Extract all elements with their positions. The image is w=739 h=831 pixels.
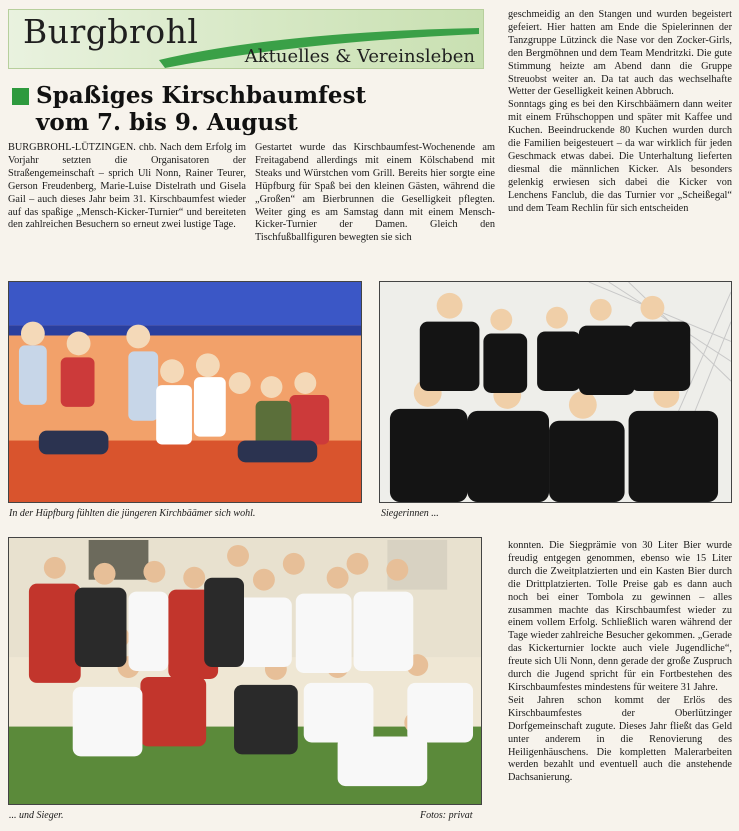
article-paragraph: geschmeidig an den Stangen und wurden begeistert gefeiert. Hier hatten am Ende die Spielerinnen der Tanzgruppe Lützinck die Nase vor den Zocker-Girls, den Bergmöhnen und dem Team Mendritzki. Die gute Stimmung heizte am Abend dann die Gruppe Streuobst weiter an. Da tat auch das wechselhafte Wetter der Geselligkeit keinen Abbruch.: [508, 9, 732, 98]
headline-line-2: vom 7. bis 9. August: [36, 109, 298, 136]
article-paragraph: konnten. Die Siegprämie von 30 Liter Bier wurde freudig entgegen genommen, ebenso wie 15 Liter durch die Zweitplatzierten und ein Kasten Bier durch die Drittplatzierten. Tolle Preise gab es dann auch noch bei einer Tombola zu gewinnen – alles zusammen machte das Kirschbaumfest wieder zu einem vollem Erfolg. Schließlich waren während der Tage wieder zahlreiche Besucher gekommen. „Gerade das Kickerturnier lockte auch viele Jugendliche“, freute sich Uli Nonn, denn gerade der große Zuspruch durch die Jugend spricht für ein Fortbestehen des Kirschbaumfestes mindestens für weitere 31 Jahre.: [508, 540, 732, 693]
article-paragraph: Sonntags ging es bei den Kirschbäämern dann weiter mit einem Frühschoppen und später mit Kaffee und Kuchen. Beeindruckende 80 Kuchen wurden durch die Familien beigesteuert – da war wirklich für jeden Geschmack etwas dabei. Die Unterhaltung lieferten diesmal die männlichen Kicker. Als besonders gelenkig erwiesen sich dabei die Kicker von Lenchens Fanclub, die das Turnier vor „Scheißegal“ und dem Team Rechlin für sich entscheiden: [508, 99, 732, 214]
headline-line-1: Spaßiges Kirschbaumfest: [36, 82, 367, 109]
caption-photo-1: In der Hüpfburg fühlten die jüngeren Kirchbäämer sich wohl.: [9, 508, 256, 519]
caption-photo-2: Siegerinnen ...: [381, 508, 439, 519]
photo-men-winners: [8, 537, 482, 805]
article-column-2: [255, 142, 495, 245]
article-paragraph: Gestartet wurde das Kirschbaumfest-Wochenende am Freitagabend allerdings mit einem Kölschabend mit Steaks und Würstchen vom Grill. Bereits hier sorgte eine Hüpfburg für Spaß bei den kleinen Gästen, während die „Großen“ am Bierbrunnen die Geselligkeit pflegten. Weiter ging es am Samstag dann mit einem Mensch-Kicker-Turnier der Damen. Gleich den Tischfußballfiguren bewegten sie sich: [255, 142, 495, 244]
photo-women-winners: [379, 281, 732, 503]
article-paragraph: Seit Jahren schon kommt der Erlös des Kirschbaumfestes der Oberlützinger Dorfgemeinschaft zugute. Dieses Jahr fließt das Geld unter anderem in die Renovierung des Heiligenhäuschens. Die kompletten Malerarbeiten werden bezahlt und eventuell auch die anstehende Dachsanierung.: [508, 694, 732, 784]
article-column-1: [8, 142, 246, 232]
masthead: [8, 9, 484, 69]
article-headline: [8, 82, 484, 136]
article-paragraph: BURGBROHL-LÜTZINGEN. chb. Nach dem Erfolg im Vorjahr setzten die Organisatoren der Straßengemeinschaft – sprich Uli Nonn, Rainer Teurer, Gerson Freudenberg, Marie-Luise Distelrath und Gisela Gail – auch dieses Jahr beim 31. Kirschbaumfest wieder auf das spaßige „Mensch-Kicker-Turnier“ und bereiteten den zahlreichen Besuchern so erneut zwei lustige Tage.: [8, 142, 246, 231]
article-column-3: [508, 9, 732, 216]
masthead-subtitle: Aktuelles & Vereinsleben: [244, 46, 475, 67]
masthead-title: Burgbrohl: [23, 12, 199, 51]
photo-children-bouncy-castle: [8, 281, 362, 503]
caption-photo-3: ... und Sieger.: [9, 810, 64, 821]
article-column-4: [508, 540, 732, 785]
photo-credit: Fotos: privat: [420, 810, 473, 821]
green-square-icon: [12, 88, 29, 105]
